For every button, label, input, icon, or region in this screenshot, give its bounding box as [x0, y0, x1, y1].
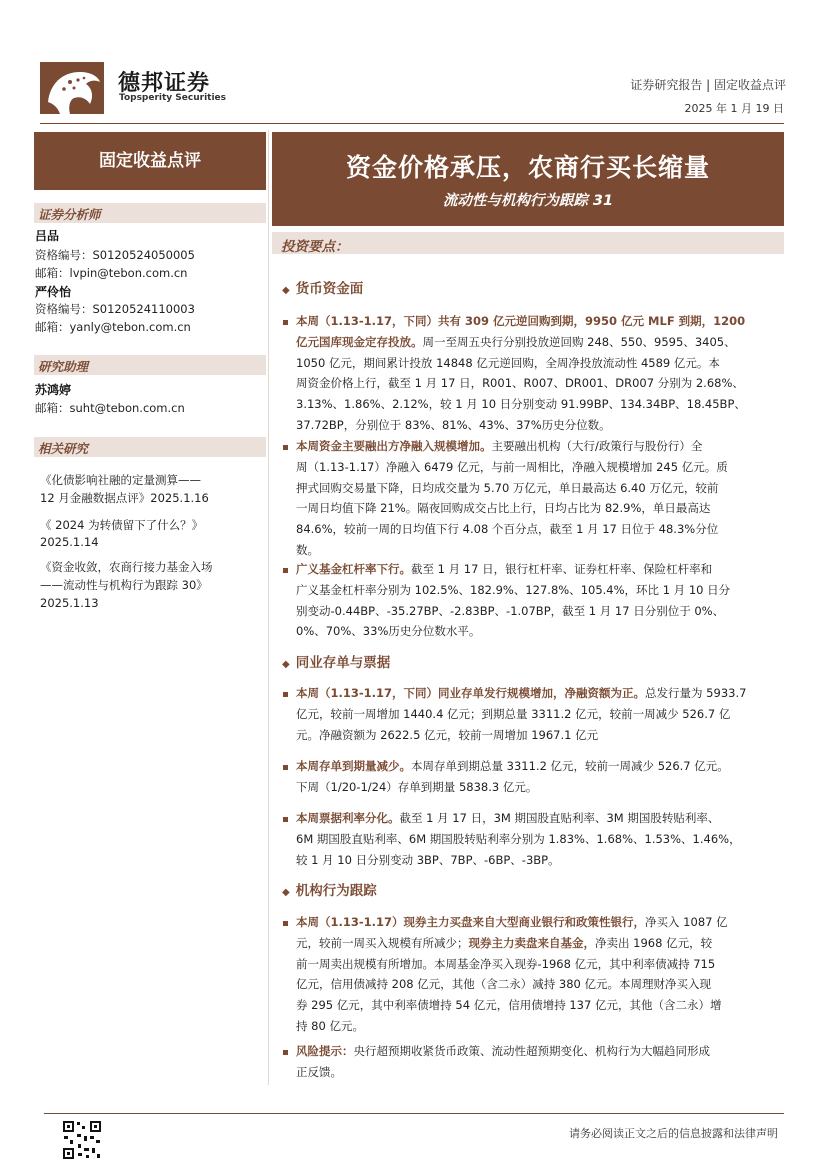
report-date: 2025 年 1 月 19 日: [684, 102, 784, 115]
analyst-name: 吕品: [35, 229, 60, 243]
analyst-section-header: [34, 203, 266, 223]
diamond-bullet-icon: ◆: [282, 887, 290, 898]
diamond-bullet-icon: ◆: [282, 285, 290, 296]
assistant-section-title: 研究助理: [38, 359, 89, 374]
related-report-link[interactable]: 《化债影响社融的定量测算——: [40, 473, 201, 487]
header-divider: [40, 123, 784, 124]
square-bullet-icon: [283, 765, 288, 770]
square-bullet-icon: [283, 921, 288, 926]
column-divider: [268, 130, 269, 1085]
company-name-cn: 德邦证券: [118, 71, 211, 96]
legal-disclaimer: 请务必阅读正文之后的信息披露和法律声明: [569, 1127, 778, 1140]
assistant-section-header: [34, 355, 266, 375]
section-heading: ◆ 机构行为跟踪: [282, 883, 377, 899]
paragraph: 本周（1.13-1.17，下同）同业存单发行规模增加，净融资额为正。总发行量为 5933.7 亿元，较前一周增加 1440.4 亿元；到期总量 3311.2 亿元，较前一周减少 526.7 亿 元。净融资额为 2622.5 亿元，较前一周增加 1967.1 亿元: [296, 686, 747, 742]
risk-warning: 风险提示：央行超预期收紧货币政策、流动性超预期变化、机构行为大幅趋同形成 正反馈。: [296, 1044, 710, 1079]
report-title: 资金价格承压，农商行买长缩量: [345, 153, 710, 182]
footer-divider: [44, 1113, 784, 1114]
related-report-link[interactable]: 《资金收敛，农商行接力基金入场: [40, 560, 213, 574]
report-type: 证券研究报告 | 固定收益点评: [630, 78, 786, 92]
analyst-email[interactable]: 邮箱：lvpin@tebon.com.cn: [35, 266, 188, 280]
key-points-bar: [272, 232, 784, 254]
paragraph: 本周资金主要融出方净融入规模增加。主要融出机构（大行/政策行与股份行）全 周（1.13-1.17）净融入 6479 亿元，与前一周相比，净融入规模增加 245 亿元。质 押式回购交易量下降，日均成交量为 5.70 万亿元，单日最高达 6.40 万亿元，较前 一周日均值下降 21%。隔夜回购成交占比上行，日均占比为 82.9%，单日最高达 84.6%，较前一周的日均值下行 4.08 个百分点，截至 1 月 17 日位于 48.3%分位 数。: [296, 439, 728, 557]
company-name-en: Topsperity Securities: [119, 93, 226, 103]
leopard-logo-icon: [40, 62, 104, 114]
diamond-bullet-icon: ◆: [282, 659, 290, 670]
related-report-link[interactable]: 《 2024 为转债留下了什么？》: [40, 518, 204, 532]
square-bullet-icon: [283, 1050, 288, 1055]
analyst-cert: 资格编号：S0120524110003: [35, 302, 195, 316]
analyst-section-title: 证券分析师: [38, 207, 101, 222]
square-bullet-icon: [283, 568, 288, 573]
paragraph: 本周票据利率分化。截至 1 月 17 日，3M 期国股直贴利率、3M 期国股转贴利率、 6M 期国股直贴利率、6M 期国股转贴利率分别为 1.83%、1.68%、1.53%、1.46%， 较 1 月 10 日分别变动 3BP、7BP、-6BP、-3BP。: [296, 811, 741, 867]
company-logo: [40, 62, 104, 114]
square-bullet-icon: [283, 445, 288, 450]
square-bullet-icon: [283, 817, 288, 822]
paragraph: 本周（1.13-1.17）现券主力买盘来自大型商业银行和政策性银行，净买入 1087 亿 元，较前一周买入规模有所减少；现券主力卖盘来自基金，净卖出 1968 亿元，较 前一周卖出规模有所增加。本周基金净买入现券-1968 亿元，其中利率债减持 715 亿元，信用债减持 208 亿元，其他（含二永）减持 380 亿元。本周理财净买入现 券 295 亿元，其中利率债增持 54 亿元，信用债增持 137 亿元，其他（含二永）增 持 80 亿元。: [296, 915, 728, 1033]
square-bullet-icon: [283, 692, 288, 697]
related-section-header: [34, 437, 266, 457]
related-report-link[interactable]: 12 月金融数据点评》2025.1.16: [40, 491, 209, 505]
paragraph: 广义基金杠杆率下行。截至 1 月 17 日，银行杠杆率、证券杠杆率、保险杠杆率和 广义基金杠杆率分别为 102.5%、182.9%、127.8%、105.4%，环比 1 月 10 日分 别变动-0.44BP、-35.27BP、-2.83BP、-1.07BP，截至 1 月 17 日分别位于 0%、 0%、70%、33%历史分位数水平。: [296, 562, 731, 639]
analyst-name: 严伶怡: [35, 285, 72, 299]
report-subtitle: 流动性与机构行为跟踪 31: [442, 193, 614, 209]
related-report-link[interactable]: 2025.1.14: [40, 535, 99, 549]
square-bullet-icon: [283, 320, 288, 325]
assistant-email[interactable]: 邮箱：suht@tebon.com.cn: [35, 401, 185, 415]
related-report-link[interactable]: 2025.1.13: [40, 596, 99, 610]
assistant-name: 苏鸿婷: [35, 383, 72, 397]
category-label: 固定收益点评: [99, 151, 201, 171]
analyst-cert: 资格编号：S0120524050005: [35, 248, 195, 262]
analyst-email[interactable]: 邮箱：yanly@tebon.com.cn: [35, 320, 191, 334]
paragraph: 本周（1.13-1.17，下同）共有 309 亿元逆回购到期，9950 亿元 MLF 到期，1200 亿元国库现金定存投放。周一至周五央行分别投放逆回购 248、550、9595、3405、 1050 亿元，期间累计投放 14848 亿元逆回购，全周净投放流动性 4589 亿元。本 周资金价格上行，截至 1 月 17 日，R001、R007、DR001、DR007 分别为 2.68%、 3.13%、1.86%、2.12%，较 1 月 10 日分别变动 91.99BP、134.34BP、18.45BP、 37.72BP，分别位于 83%、81%、43%、37%历史分位数。: [296, 314, 746, 432]
related-section-title: 相关研究: [38, 441, 89, 456]
qr-code-icon: [62, 1120, 102, 1160]
section-heading: ◆ 同业存单与票据: [282, 655, 391, 671]
related-report-link[interactable]: ——流动性与机构行为跟踪 30》: [40, 578, 208, 592]
key-points-label: 投资要点：: [281, 239, 349, 255]
section-heading: ◆ 货币资金面: [282, 281, 364, 297]
paragraph: 本周存单到期量减少。本周存单到期总量 3311.2 亿元，较前一周减少 526.7 亿元。 下周（1/20-1/24）存单到期量 5838.3 亿元。: [296, 759, 729, 794]
